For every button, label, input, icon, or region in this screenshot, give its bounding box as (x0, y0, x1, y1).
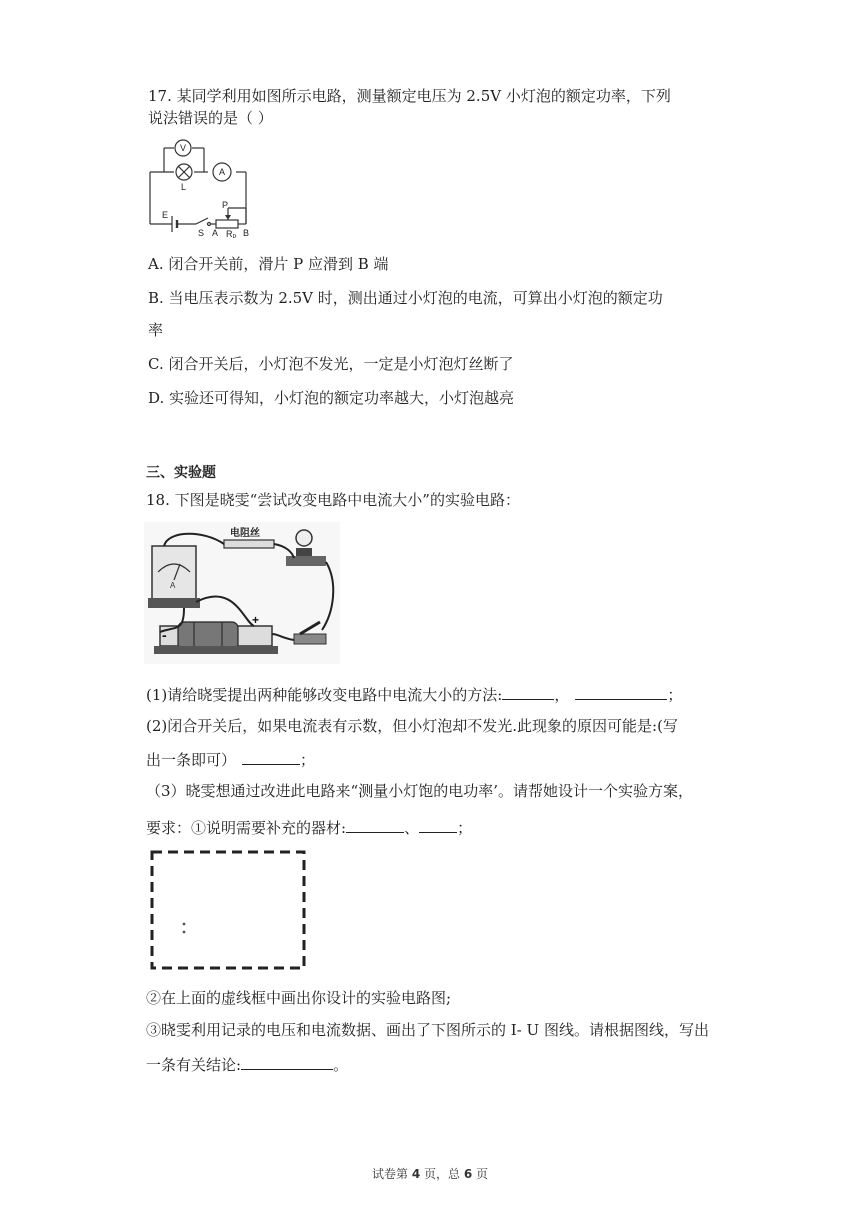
q18-part2-end: ； (300, 751, 316, 769)
q18-part3-line2 (146, 816, 472, 838)
q18-part1-sep: ， (554, 686, 570, 704)
q18-part3-text: 要求：①说明需要补充的器材: (146, 819, 347, 837)
footer-prefix: 试卷第 (371, 1167, 412, 1181)
q18-step3-line2 (146, 1053, 348, 1075)
q18-step3-text: 一条有关结论: (146, 1056, 242, 1074)
answer-blank-2[interactable] (242, 748, 300, 765)
q18-part1-end: ； (667, 686, 683, 704)
answer-blank-1b[interactable] (575, 683, 667, 700)
svg-text:A: A (170, 581, 176, 590)
q18-part1 (146, 683, 682, 705)
q17-stem-line1: 17. 某同学利用如图所示电路，测量额定电压为 2.5V 小灯泡的额定功率，下列 (148, 87, 671, 105)
q18-part3-line1: （3）晓雯想通过改进此电路来“测量小灯饱的电功率’。请帮她设计一个实验方案， (146, 782, 693, 800)
footer-page-number: 4 (411, 1167, 421, 1181)
switch-label: S (198, 228, 205, 238)
q18-part3-end: ； (457, 819, 473, 837)
svg-text:+: + (252, 613, 260, 627)
footer-total-pages: 6 (463, 1167, 473, 1181)
slider-label: P (222, 200, 229, 210)
q17-option-a: A. 闭合开关前，滑片 P 应滑到 B 端 (148, 255, 389, 273)
q18-part1-text: (1)请给晓雯提出两种能够改变电路中电流大小的方法: (146, 686, 503, 704)
end-a-label: A (212, 228, 219, 238)
circuit-drawing-box[interactable] (148, 848, 308, 972)
section-title: 三、实验题 (146, 465, 216, 481)
lamp-label: L (181, 182, 187, 192)
q18-step3-line1: ③晓雯利用记录的电压和电流数据、画出了下图所示的 I- U 图线。请根据图线，写出 (146, 1021, 709, 1039)
end-b-label: B (243, 228, 250, 238)
q17-option-b-line2: 率 (148, 321, 164, 339)
resistance-wire-label: 电阻丝 (230, 528, 260, 539)
q18-circuit-photo (144, 522, 340, 664)
q17-circuit-diagram (146, 138, 258, 238)
svg-text:-: - (162, 627, 167, 643)
answer-blank-conclusion[interactable] (241, 1053, 333, 1070)
ammeter-label: A (219, 167, 226, 177)
q18-stem: 18. 下图是晓雯“尝试改变电路中电流大小”的实验电路： (146, 491, 520, 509)
rheostat-label: $R_P$ (226, 229, 237, 238)
footer-mid: 页，总 (420, 1167, 464, 1181)
answer-blank-3a[interactable] (346, 816, 404, 833)
voltmeter-label: V (180, 143, 187, 153)
page-footer (0, 1165, 860, 1182)
footer-suffix: 页 (472, 1167, 488, 1181)
q18-step3-end: 。 (333, 1056, 349, 1074)
q17-stem-line2: 说法错误的是（ ） (148, 109, 273, 127)
answer-blank-1a[interactable] (502, 683, 554, 700)
q18-part2-line1: (2)闭合开关后，如果电流表有示数，但小灯泡却不发光.此现象的原因可能是:(写 (146, 717, 678, 735)
q18-part3-sep: 、 (404, 819, 420, 837)
battery-label: E (162, 210, 169, 220)
q17-option-c: C. 闭合开关后，小灯泡不发光，一定是小灯泡灯丝断了 (148, 355, 514, 373)
q18-step2: ②在上面的虚线框中画出你设计的实验电路图; (146, 989, 452, 1007)
q17-option-b-line1: B. 当电压表示数为 2.5V 时，测出通过小灯泡的电流，可算出小灯泡的额定功 (148, 289, 663, 307)
q18-part2-text: 出一条即可） (146, 751, 237, 769)
q18-part2-line2 (146, 748, 315, 770)
answer-blank-3b[interactable] (419, 816, 457, 833)
q17-option-d: D. 实验还可得知，小灯泡的额定功率越大，小灯泡越亮 (148, 389, 515, 407)
